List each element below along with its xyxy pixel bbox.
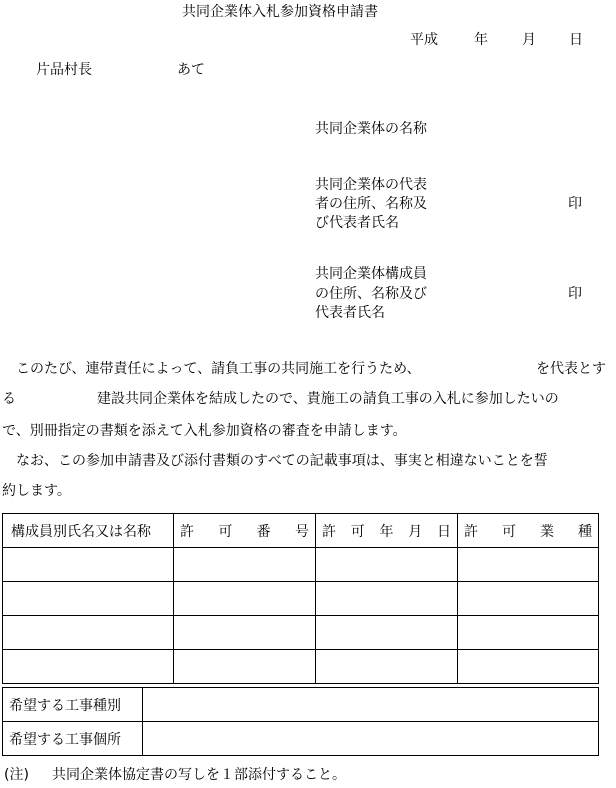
member-seal: 印 [568,286,582,302]
license-number-cell[interactable] [174,616,316,650]
document-title: 共同企業体入札参加資格申請書 [182,4,378,20]
license-date-cell[interactable] [316,548,458,582]
license-date-cell[interactable] [316,616,458,650]
desired-work-type-field[interactable] [143,688,599,722]
representative-label-line2: 者の住所、名称及 [315,196,427,212]
date-month-label: 月 [522,32,536,48]
table-row [3,616,599,650]
desired-work-type-row [3,688,599,722]
member-label-line1: 共同企業体構成員 [315,266,427,282]
date-era: 平成 [410,32,438,48]
addressee: 片品村長 [36,62,92,78]
table-row [3,650,599,684]
desired-work-location-row [3,722,599,756]
member-name-cell[interactable] [3,616,174,650]
license-type-cell[interactable] [458,650,599,684]
desired-work-location-field[interactable] [143,722,599,756]
desired-work-location-label: 希望する工事個所 [3,722,143,756]
col-member-name-header: 構成員別氏名又は名称 [3,514,174,548]
body-line-5: 約します。 [2,483,71,499]
body-line-2a: る [2,391,16,407]
license-number-cell[interactable] [174,582,316,616]
body-line-1b: を代表とす [536,361,606,377]
license-date-cell[interactable] [316,650,458,684]
member-label-line3: 代表者氏名 [315,305,385,321]
table-row [3,582,599,616]
col-license-number-header: 許 可 番 号 [174,514,316,548]
representative-seal: 印 [568,196,582,212]
member-name-cell[interactable] [3,548,174,582]
date-day-label: 日 [569,32,583,48]
jv-name-label: 共同企業体の名称 [315,121,427,137]
license-date-cell[interactable] [316,582,458,616]
body-line-3: で、別冊指定の書類を添えて入札参加資格の審査を申請します。 [2,423,407,439]
member-name-cell[interactable] [3,582,174,616]
table-row [3,548,599,582]
col-license-date-header: 許 可 年 月 日 [316,514,458,548]
addressee-honorific: あて [177,62,205,78]
note-text: 共同企業体協定書の写しを１部添付すること。 [52,767,346,783]
col-license-type-header: 許 可 業 種 [458,514,599,548]
representative-label-line3: び代表者氏名 [315,215,399,231]
body-line-1a: このたび、連帯責任によって、請負工事の共同施工を行うため、 [2,361,421,377]
note-marker: (注) [4,767,29,783]
body-line-4: なお、この参加申請書及び添付書類のすべての記載事項は、事実と相違ないことを誓 [2,453,548,469]
member-label-line2: の住所、名称及び [315,286,427,302]
license-type-cell[interactable] [458,616,599,650]
license-type-cell[interactable] [458,548,599,582]
license-table-header [3,514,599,548]
license-type-cell[interactable] [458,582,599,616]
desired-work-table [2,687,599,756]
license-number-cell[interactable] [174,650,316,684]
desired-work-type-label: 希望する工事種別 [3,688,143,722]
license-table [2,513,599,684]
member-name-cell[interactable] [3,650,174,684]
license-number-cell[interactable] [174,548,316,582]
body-line-2b: 建設共同企業体を結成したので、貴施工の請負工事の入札に参加したいの [97,391,559,407]
representative-label-line1: 共同企業体の代表 [315,177,427,193]
date-year-label: 年 [474,32,488,48]
